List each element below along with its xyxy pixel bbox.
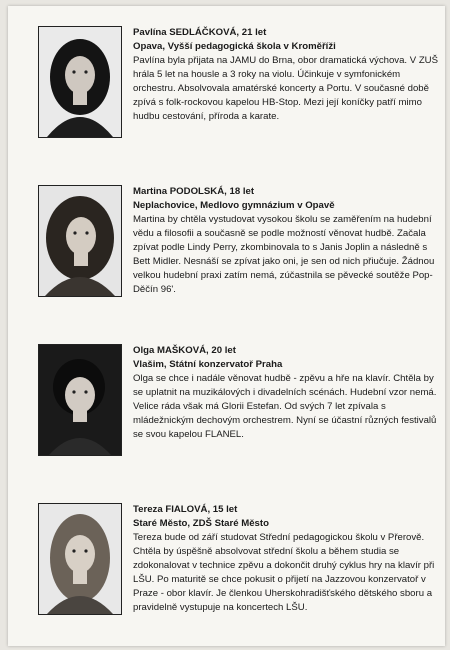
portrait-photo xyxy=(38,185,122,297)
person-school: Staré Město, ZDŠ Staré Město xyxy=(133,518,269,529)
person-name: Tereza FIALOVÁ, 15 let xyxy=(133,504,238,515)
portrait-photo xyxy=(38,26,122,138)
person-school: Neplachovice, Medlovo gymnázium v Opavě xyxy=(133,200,335,211)
person-name: Olga MAŠKOVÁ, 20 let xyxy=(133,345,236,356)
portrait-photo xyxy=(38,344,122,456)
person-bio: Pavlína byla přijata na JAMU do Brna, obor dramatická výchova. V ZUŠ hrála 5 let na housle a 3 roky na violu. Účinkuje v symfonickém orchestru. Absolvovala amatérské koncerty a Portu. V současné době zpívá s folk-rockovou kapelou HB-Stop. Mezi její koníčky patří mimo hudbu cestování, příroda a karate. xyxy=(133,55,439,122)
page-sheet xyxy=(8,6,445,646)
person-bio: Olga se chce i nadále věnovat hudbě - zpěvu a hře na klavír. Chtěla by se uplatnit na muzikálových i divadelních scénách. Hudební vzor nemá. Velice ráda však má Glorii Estefan. Od svých 7 let zpívala s mládežnickým dechovým orchestrem. Nyní se účastní různých festivalů se svou kapelou FLANEL. xyxy=(133,373,437,440)
person-name: Pavlína SEDLÁČKOVÁ, 21 let xyxy=(133,27,267,38)
person-bio: Martina by chtěla vystudovat vysokou školu se zaměřením na hudební vědu a filosofii a současně se podle možností věnovat hudbě. Začala zpívat podle Lindy Perry, zkombinovala to s Janis Joplin a následně s Bett Midler. Nesnáší se zpívat jako oni, je sen od nich přiučuje. Žádnou velkou hudební praxi zatím nemá, zúčastnila se pěvecké soutěže Pop-Děčín 96'. xyxy=(133,214,435,295)
person-name: Martina PODOLSKÁ, 18 let xyxy=(133,186,255,197)
person-school: Vlašim, Státní konzervatoř Praha xyxy=(133,359,283,370)
portrait-photo xyxy=(38,503,122,615)
person-school: Opava, Vyšší pedagogická škola v Kroměříži xyxy=(133,41,336,52)
person-bio: Tereza bude od září studovat Střední pedagogickou školu v Přerově. Chtěla by úspěšně absolvovat střední školu a během studia se zdokonalovat v technice zpěvu a dokončit druhý cyklus hry na klavír při LŠU. Po maturitě se chce pokusit o přijetí na Jazzovou konzervatoř v Praze - obor klavír. Je členkou Uherskohradišťského dětského sboru a pravidelně vystupuje na koncertech LŠU. xyxy=(133,532,435,613)
